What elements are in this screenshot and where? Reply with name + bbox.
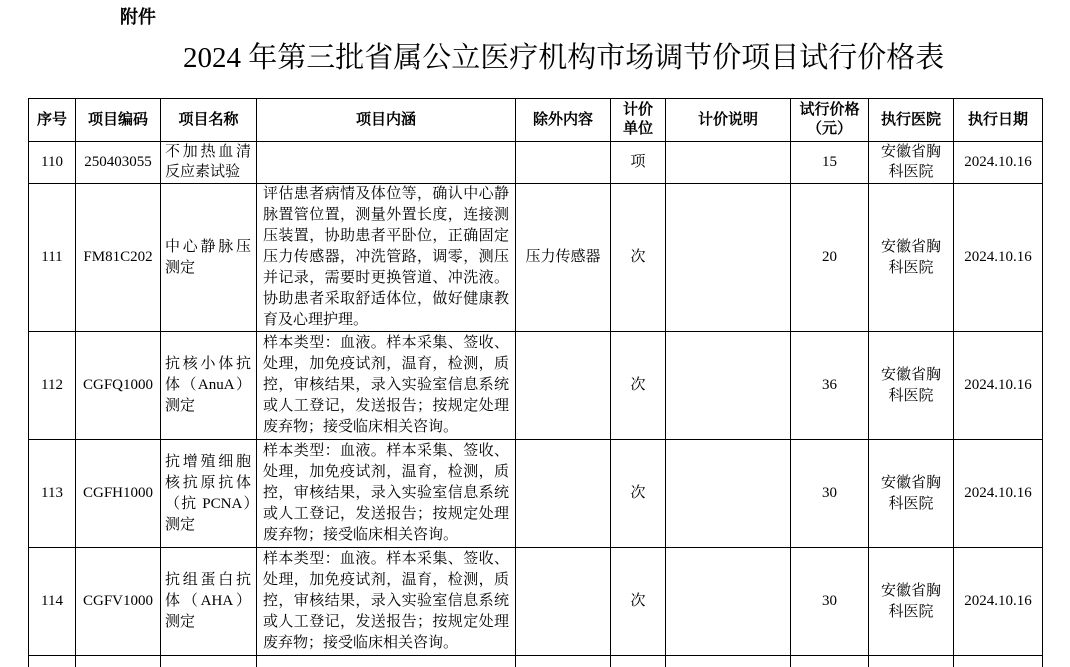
cell-hospital: 安徽省胸科医院 <box>869 184 954 332</box>
cell-code: FM81C202 <box>76 184 161 332</box>
cell-price: 15 <box>791 142 869 184</box>
cell-hospital: 安徽省胸科医院 <box>869 142 954 184</box>
cell-seq: 114 <box>29 548 76 656</box>
header-pricing-note: 计价说明 <box>666 99 791 142</box>
cell-exclusions <box>516 548 611 656</box>
cell-date: 2024.10.16 <box>954 332 1043 440</box>
header-unit <box>611 99 666 142</box>
cell-seq: 113 <box>29 440 76 548</box>
cell-empty <box>76 656 161 667</box>
cell-date: 2024.10.16 <box>954 142 1043 184</box>
header-date: 执行日期 <box>954 99 1043 142</box>
cell-empty <box>29 656 76 667</box>
cell-unit: 次 <box>611 440 666 548</box>
cell-connotation: 评估患者病情及体位等，确认中心静脉置管位置，测量外置长度，连接测压装置，协助患者平卧位，正确固定压力传感器，冲洗管路，调零，测压并记录，需要时更换管道、冲洗液。协助患者采取舒适体位，做好健康教育及心理护理。 <box>257 184 516 332</box>
table-row <box>29 332 1043 440</box>
cell-seq: 111 <box>29 184 76 332</box>
table-row <box>29 142 1043 184</box>
cell-date: 2024.10.16 <box>954 440 1043 548</box>
price-table <box>28 98 1043 667</box>
header-price <box>791 99 869 142</box>
cell-empty <box>611 656 666 667</box>
cell-name: 抗增殖细胞核抗原抗体（抗 PCNA）测定 <box>161 440 257 548</box>
cell-connotation: 样本类型：血液。样本采集、签收、处理，加免疫试剂，温育，检测，质控，审核结果，录入实验室信息系统或人工登记，发送报告；按规定处理废弃物；接受临床相关咨询。 <box>257 332 516 440</box>
cell-exclusions: 压力传感器 <box>516 184 611 332</box>
cell-code: CGFH1000 <box>76 440 161 548</box>
cell-price: 30 <box>791 440 869 548</box>
document-title: 2024 年第三批省属公立医疗机构市场调节价项目试行价格表 <box>183 42 945 74</box>
cell-code: 250403055 <box>76 142 161 184</box>
cell-empty <box>869 656 954 667</box>
cell-pricing-note <box>666 184 791 332</box>
cell-hospital: 安徽省胸科医院 <box>869 440 954 548</box>
cell-date: 2024.10.16 <box>954 184 1043 332</box>
cell-hospital: 安徽省胸科医院 <box>869 548 954 656</box>
cell-seq: 112 <box>29 332 76 440</box>
table-row <box>29 548 1043 656</box>
cell-connotation <box>257 142 516 184</box>
cell-name: 中心静脉压测定 <box>161 184 257 332</box>
header-exclusions: 除外内容 <box>516 99 611 142</box>
cell-unit: 次 <box>611 332 666 440</box>
header-unit-label: 计价单位 <box>623 102 654 137</box>
cell-hospital: 安徽省胸科医院 <box>869 332 954 440</box>
header-connotation: 项目内涵 <box>257 99 516 142</box>
cell-unit: 项 <box>611 142 666 184</box>
cell-price: 20 <box>791 184 869 332</box>
cell-date: 2024.10.16 <box>954 548 1043 656</box>
cell-connotation: 样本类型：血液。样本采集、签收、处理，加免疫试剂，温育，检测，质控，审核结果，录入实验室信息系统或人工登记，发送报告；按规定处理废弃物；接受临床相关咨询。 <box>257 440 516 548</box>
cell-price: 30 <box>791 548 869 656</box>
cell-empty <box>516 656 611 667</box>
cell-empty <box>161 656 257 667</box>
cell-code: CGFV1000 <box>76 548 161 656</box>
header-name: 项目名称 <box>161 99 257 142</box>
cell-empty <box>666 656 791 667</box>
header-seq: 序号 <box>29 99 76 142</box>
cell-exclusions <box>516 332 611 440</box>
cell-name: 抗核小体抗体（AnuA）测定 <box>161 332 257 440</box>
cell-unit: 次 <box>611 184 666 332</box>
header-price-label: 试行价格（元） <box>799 102 860 137</box>
cell-exclusions <box>516 142 611 184</box>
table-row-cut-off <box>29 656 1043 667</box>
table-row <box>29 440 1043 548</box>
cell-seq: 110 <box>29 142 76 184</box>
cell-connotation: 样本类型：血液。样本采集、签收、处理，加免疫试剂，温育，检测，质控，审核结果，录入实验室信息系统或人工登记，发送报告；按规定处理废弃物；接受临床相关咨询。 <box>257 548 516 656</box>
cell-code: CGFQ1000 <box>76 332 161 440</box>
cell-name: 不加热血清反应素试验 <box>161 142 257 184</box>
cell-pricing-note <box>666 332 791 440</box>
header-code: 项目编码 <box>76 99 161 142</box>
header-hospital: 执行医院 <box>869 99 954 142</box>
attachment-label: 附件 <box>120 7 156 28</box>
cell-exclusions <box>516 440 611 548</box>
cell-pricing-note <box>666 440 791 548</box>
cell-price: 36 <box>791 332 869 440</box>
cell-unit: 次 <box>611 548 666 656</box>
cell-pricing-note <box>666 548 791 656</box>
table-row <box>29 184 1043 332</box>
cell-name: 抗组蛋白抗体（AHA）测定 <box>161 548 257 656</box>
table-header-row <box>29 99 1043 142</box>
cell-empty <box>257 656 516 667</box>
cell-empty <box>954 656 1043 667</box>
cell-empty <box>791 656 869 667</box>
cell-pricing-note <box>666 142 791 184</box>
